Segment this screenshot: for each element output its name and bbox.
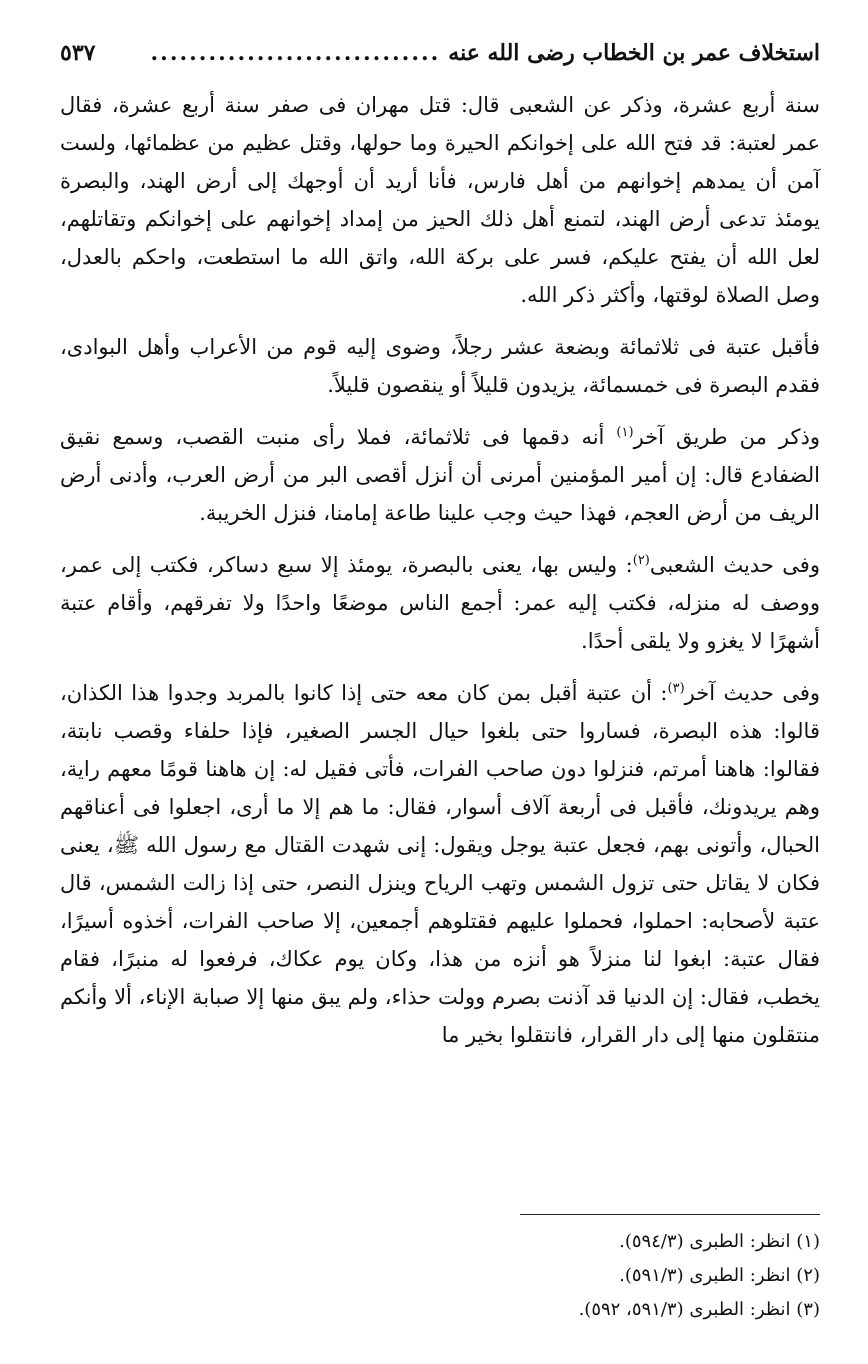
footnote-item: (٢) انظر: الطبرى (٥٩١/٣). <box>619 1265 820 1286</box>
paragraph <box>60 546 820 660</box>
book-page <box>60 40 820 1068</box>
chapter-title: استخلاف عمر بن الخطاب رضى الله عنه <box>448 40 820 66</box>
footnote-marker: (٢) <box>632 553 650 568</box>
footnotes-section <box>60 1214 820 1327</box>
footnote-item: (١) انظر: الطبرى (٥٩٤/٣). <box>619 1231 820 1252</box>
running-header <box>60 40 820 86</box>
dot-leader: .............................. <box>150 40 441 66</box>
paragraph-text: أنه دقمها فى ثلاثمائة، فملا رأى منبت القصب، وسمع نقيق الضفادع قال: إن أمير المؤمنين أمرنى أن أنزل أقصى البر من أرض العرب، وأدنى أرض الريف من أرض العجم، فهذا حيث وجب علينا طاعة إمامنا، فنزل الخريبة. <box>60 425 820 525</box>
paragraph-text: : أن عتبة أقبل بمن كان معه حتى إذا كانوا بالمربد وجدوا هذا الكذان، قالوا: هذه البصرة، فساروا حتى بلغوا حيال الجسر الصغير، فإذا حلفاء وقصب نابتة، فقالوا: هاهنا أمرتم، فنزلوا دون صاحب الفرات، فأتى فقيل له: إن هاهنا قومًا معهم راية، وهم يريدونك، فأقبل فى أربعة آلاف أسوار، فقال: ما هم إلا ما أرى، اجعلوا فى أعناقهم الحبال، وأتونى بهم، فجعل عتبة يوجل ويقول: إنى شهدت القتال مع رسول الله ﷺ، يعنى فكان لا يقاتل حتى تزول الشمس وتهب الرياح وينزل النصر، حتى إذا زالت الشمس، قال عتبة لأصحابه: احملوا، فحملوا عليهم فقتلوهم أجمعين، إلا صاحب الفرات، أخذوه أسيرًا، فقال عتبة: ابغوا لنا منزلاً هو أنزه من هذا، وكان يوم عكاك، فرفعوا له منبرًا، فقام يخطب، فقال: إن الدنيا قد آذنت بصرم وولت حذاء، ولم يبق منها إلا صبابة الإناء، ألا وأنكم منتقلون منها إلى دار القرار، فانتقلوا بخير ما <box>60 681 820 1047</box>
footnote-list <box>60 1225 820 1327</box>
paragraph-text: : وليس بها، يعنى بالبصرة، يومئذ إلا سبع دساكر، فكتب إلى عمر، ووصف له منزله، فكتب إليه عمر: أجمع الناس موضعًا واحدًا ولا تفرقهم، وأقام عتبة أشهرًا لا يغزو ولا يلقى أحدًا. <box>60 553 820 653</box>
paragraph <box>60 418 820 532</box>
page-number: ٥٣٧ <box>60 40 96 66</box>
paragraph-text: وفى حديث الشعبى <box>649 553 820 577</box>
footnote-item: (٣) انظر: الطبرى (٥٩١/٣، ٥٩٢). <box>578 1299 820 1320</box>
footnote-divider <box>520 1214 820 1215</box>
paragraph: فأقبل عتبة فى ثلاثمائة وبضعة عشر رجلاً، وضوى إليه قوم من الأعراب وأهل البوادى، فقدم البصرة فى خمسمائة، يزيدون قليلاً أو ينقصون قليلاً. <box>60 335 820 397</box>
paragraph: سنة أربع عشرة، وذكر عن الشعبى قال: قتل مهران فى صفر سنة أربع عشرة، فقال عمر لعتبة: قد فتح الله على إخوانكم الحيرة وما حولها، وقتل عظيم من عظمائها، ولست آمن أن يمدهم إخوانهم من أهل فارس، فأنا أريد أن أوجهك إلى أرض الهند، والبصرة يومئذ تدعى أرض الهند، لتمنع أهل ذلك الحيز من إمداد إخوانهم على إخوانكم وتقاتلهم، لعل الله أن يفتح عليكم، فسر على بركة الله، واتق الله ما استطعت، واحكم بالعدل، وصل الصلاة لوقتها، وأكثر ذكر الله. <box>60 93 820 307</box>
footnote-marker: (١) <box>616 425 634 440</box>
footnote-marker: (٣) <box>667 681 685 696</box>
paragraph-text: وذكر من طريق آخر <box>633 425 820 449</box>
paragraph-text: وفى حديث آخر <box>684 681 820 705</box>
body-text <box>60 86 820 1054</box>
paragraph <box>60 674 820 1054</box>
